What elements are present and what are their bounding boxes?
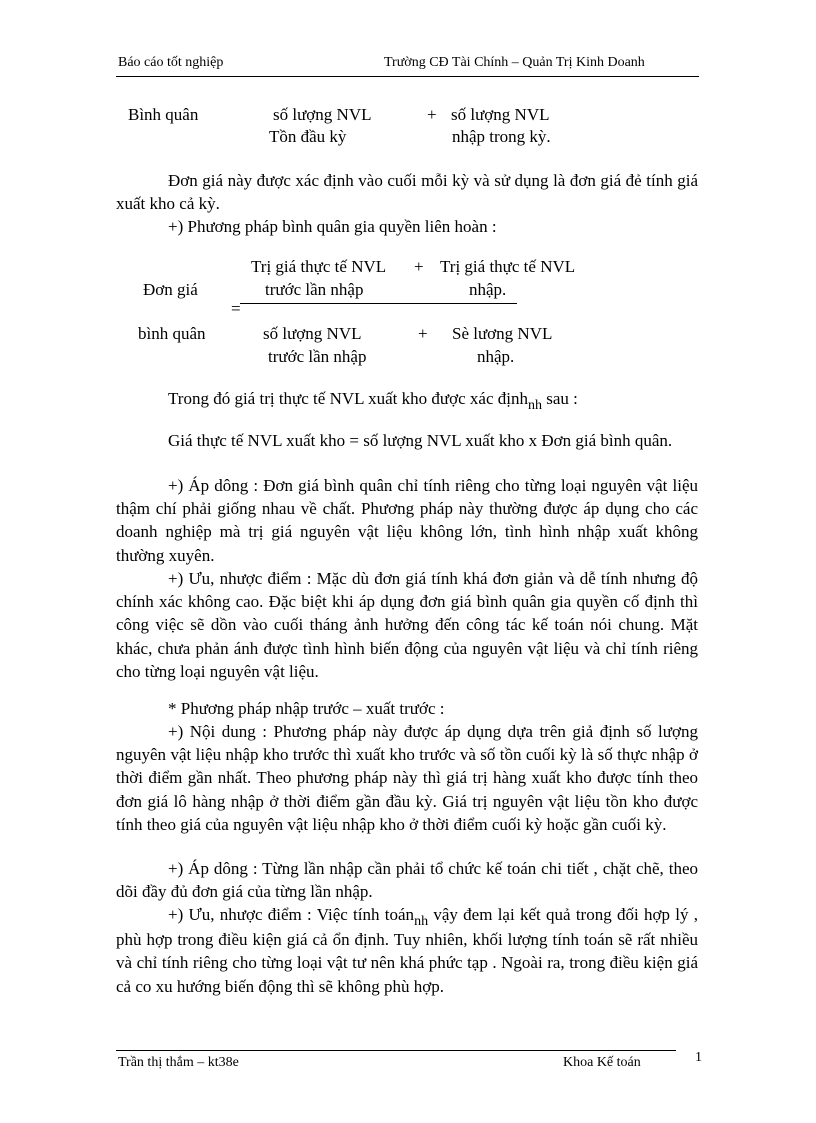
formula1-num1b: Tồn đầu kỳ: [269, 127, 347, 146]
formula2-plus-top: +: [414, 257, 424, 276]
paragraph-2: +) Phương pháp bình quân gia quyền liên hoàn :: [168, 217, 497, 236]
formula1-num2b: nhập trong kỳ.: [452, 127, 551, 146]
formula1-num2: số lượng NVL: [451, 105, 550, 124]
formula1-num1: số lượng NVL: [273, 105, 372, 124]
formula2-bot1: số lượng NVL: [263, 324, 362, 343]
footer-rule: [116, 1050, 676, 1051]
paragraph-7: * Phương pháp nhập trước – xuất trước :: [168, 699, 445, 718]
formula2-plus-bot: +: [418, 324, 428, 343]
page-number: 1: [695, 1050, 702, 1065]
formula2-bot2b: nhập.: [477, 347, 515, 366]
formula2-top1: Trị giá thực tế NVL: [251, 257, 387, 276]
header-left: Báo cáo tốt nghiệp: [118, 55, 224, 70]
formula2-label2: bình quân: [138, 324, 206, 343]
paragraph-6: +) Ưu, nhược điểm : Mặc dù đơn giá tính khá đơn giản và dễ tính nhưng độ chính xác không cao. Đặc biệt khi áp dụng đơn giá bình quân gia quyền cố định thì công việc sẽ dồn vào cuối tháng ảnh hưởng đến công tác kế toán nói chung. Mặt khác, chưa phản ánh được tình hình biến động của nguyên vật liệu và chỉ tính riêng cho từng loại nguyên vật liệu.: [116, 569, 698, 681]
subscript-nh: nh: [527, 398, 542, 413]
fraction-line: [240, 303, 517, 304]
paragraph-1: Đơn giá này được xác định vào cuối mỗi kỳ và sử dụng là đơn giá đẻ tính giá xuất kho cả kỳ.: [116, 171, 698, 214]
paragraph-10: +) Ưu, nhược điểm : Việc tính toán$_{nh}$ vậy đem lại kết quả trong đối hợp lý , phù hợp trong điều kiện giá cả ổn định. Tuy nhiên, khối lượng tính toán sẽ rất nhiều và chỉ tính riêng cho từng loại vật tư nên khá phức tạp . Ngoài ra, trong điều kiện giá cả co xu hướng biến động thì sẽ không phù hợp.: [116, 905, 698, 996]
paragraph-9: +) Áp dông : Từng lần nhập cần phải tổ chức kế toán chi tiết , chặt chẽ, theo dõi đầy đủ đơn giá của từng lần nhập.: [116, 859, 698, 902]
formula2-label1: Đơn giá: [143, 280, 198, 299]
paragraph-3: Trong đó giá trị thực tế NVL xuất kho được xác định$_{nh}$ sau :: [168, 389, 578, 413]
formula1-plus: +: [427, 105, 437, 124]
paragraph-8: +) Nội dung : Phương pháp này được áp dụng dựa trên giả định số lượng nguyên vật liệu nhập kho trước thì xuất kho trước và số tồn cuối kỳ là số thực nhập ở thời điểm gần nhất. Theo phương pháp này thì giá trị hàng xuất kho được tính theo đơn giá lô hàng nhập ở thời điểm gần đầu kỳ. Giá trị nguyên vật liệu tồn kho được tính theo giá của nguyên vật liệu nhập kho ở thời điểm cuối kỳ hoặc gần cuối kỳ.: [116, 722, 698, 834]
formula2-bot1b: trước lần nhập: [268, 347, 367, 366]
footer-left: Trần thị thắm – kt38e: [118, 1055, 239, 1070]
formula2-top1b: trước lần nhập: [265, 280, 364, 299]
subscript-nh: nh: [414, 914, 429, 929]
formula2-top2b: nhập.: [469, 280, 507, 299]
formula1-label: Bình quân: [128, 105, 199, 124]
formula2-equals: =: [231, 299, 241, 318]
formula2-bot2: Sè lương NVL: [452, 324, 553, 343]
paragraph-5: +) Áp dông : Đơn giá bình quân chỉ tính riêng cho từng loại nguyên vật liệu thậm chí phải giống nhau về chất. Phương pháp này thường được áp dụng cho các doanh nghiệp mà trị giá nguyên vật liệu không lớn, tình hình nhập xuất không thường xuyên.: [116, 476, 698, 565]
header-rule: [116, 76, 699, 77]
paragraph-4: Giá thực tế NVL xuất kho = số lượng NVL xuất kho x Đơn giá bình quân.: [168, 431, 673, 450]
footer-right: Khoa Kế toán: [563, 1055, 641, 1070]
formula2-top2: Trị giá thực tế NVL: [440, 257, 576, 276]
header-right: Trường CĐ Tài Chính – Quản Trị Kinh Doanh: [384, 55, 645, 70]
